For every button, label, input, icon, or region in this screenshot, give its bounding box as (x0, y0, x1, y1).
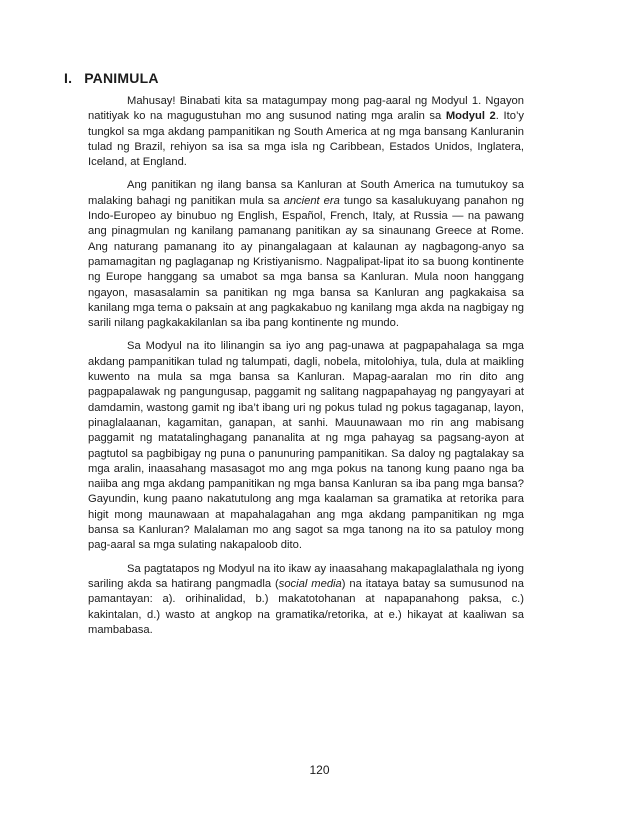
paragraph-literature-history: Ang panitikan ng ilang bansa sa Kanluran at South America na tumutukoy sa malaking bahagi ng panitikan mula sa ancient era tungo sa kasalukuyang panahon ng Indo-Europeo ay binubuo ng English, Español, French, Italy, at Russia — na pawang ang pinagmulan ng kanilang pamanang panitikan ay sa sinaunang Greece at Rome. Ang naturang pamanang ito ay pinangalagaan at kalaunan ay nagbagong-anyo sa pamamagitan ng paglaganap ng Kristiyanismo. Nagpalipat-lipat ito sa buong kontinente ng Europe hanggang sa umabot sa mga bansa sa Kanluran. Mula noon hanggang ngayon, masasalamin sa panitikan ng mga bansa sa Kanluran ang pagkakaisa sa kanilang mga tema o paksain at ang pagkakabuo ng kanilang mga akda na nagbigay ng sarili nilang pagkakakilanlan sa iba pang kontinente ng mundo. (88, 179, 525, 330)
body-text (88, 94, 524, 646)
section-title: PANIMULA (84, 70, 159, 86)
section-heading (64, 70, 159, 86)
page-number: 120 (309, 763, 330, 777)
section-number: I. (64, 70, 73, 86)
ancient-era-term: ancient era (283, 194, 340, 207)
modyul-2-emphasis: Modyul 2 (445, 110, 496, 123)
paragraph-module-scope: Sa Modyul na ito lilinangin sa iyo ang pag-unawa at pagpapahalaga sa mga akdang pampanitikan tulad ng talumpati, dagli, nobela, mitolohiya, tula, dula at maikling kuwento na mula sa mga bansa sa Kanluran. Mapag-aaralan mo rin dito ang pagpapalawak ng pangungusap, paggamit ng salitang nagpapahayag ng pangyayari at damdamin, wastong gamit ng iba’t ibang uri ng pokus tulad ng pokus tagaganap, layon, pinaglalaanan, kagamitan, ganapan, at sanhi. Mauunawaan mo rin ang mabisang paggamit ng matatalinghagang pananalita at ng mga pahayag sa pagsang-ayon at pagtutol sa pagbibigay ng puna o panunuring pampanitikan. Sa daloy ng pagtalakay sa mga aralin, inaasahang masasagot mo ang mga pokus na tanong kung paano nga ba naiiba ang mga akdang pampanitikan ng mga bansa Kanluran sa iba pang mga bansa? Gayundin, kung paano nakatutulong ang mga kaalaman sa gramatika at retorika para higit mong maunawaan at mapahalagahan ang mga akdang pampanitikan ng mga bansa sa Kanluran? Malalaman mo ang sagot sa mga tanong na ito sa patuloy mong pag-aaral sa mga sulating nakapaloob dito. (88, 340, 524, 552)
paragraph-intro: Mahusay! Binabati kita sa matagumpay mong pag-aaral ng Modyul 1. Ngayon natitiyak ko na magugustuhan mo ang susunod nating mga aralin sa Modyul 2. Ito’y tungkol sa mga akdang pampanitikan ng South America at ng mga bansang Kanluranin tulad ng Brazil, rehiyon sa isa sa mga isla ng Caribbean, Estados Unidos, Inglatera, Iceland, at England. (88, 95, 525, 169)
paragraph-expected-output: Sa pagtatapos ng Modyul na ito ikaw ay inaasahang makapaglalathala ng iyong sariling akda sa hatirang pangmadla (social media) na itataya batay sa sumusunod na pamantayan: a). orihinalidad, b.) makatotohanan at napapanahong paksa, c.) kakintalan, d.) wasto at angkop na gramatika/retorika, at e.) hikayat at kaaliwan sa mambabasa. (88, 562, 524, 636)
social-media-term: social media (278, 577, 342, 590)
